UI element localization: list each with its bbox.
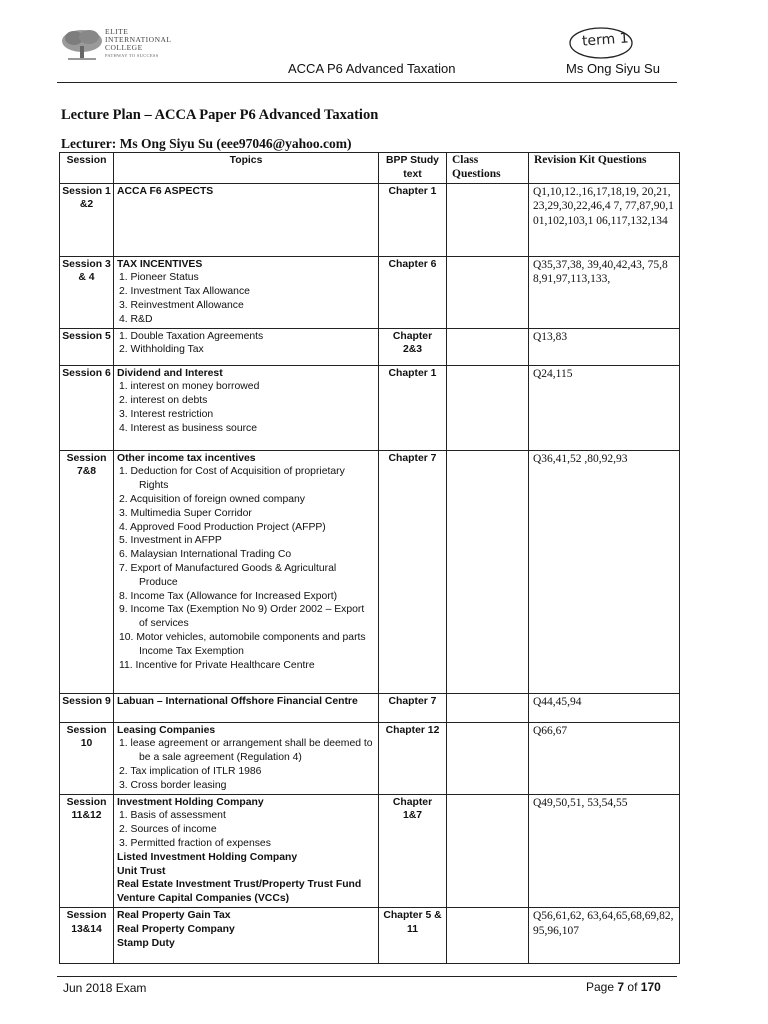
class-questions-cell (447, 722, 529, 794)
class-questions-cell (447, 183, 529, 256)
bpp-chapter-cell: Chapter 1 (379, 183, 447, 256)
topic-line: 3. Permitted fraction of expenses (119, 837, 271, 849)
topic-line: 1. interest on money borrowed (119, 381, 260, 393)
session-cell: Session 6 (60, 365, 114, 450)
header-topics: Topics (114, 153, 379, 184)
header-bpp: BPP Study text (379, 153, 447, 184)
topic-line: 2. Withholding Tax (119, 344, 204, 356)
header-class: Class Questions (447, 153, 529, 184)
session-cell: Session 3 & 4 (60, 256, 114, 328)
topic-line: 1. Deduction for Cost of Acquisition of proprietary Rights (119, 466, 345, 492)
topic-line: 6. Malaysian International Trading Co (119, 549, 292, 561)
header-kit: Revision Kit Questions (529, 153, 680, 184)
topic-line: 2. Tax implication of ITLR 1986 (119, 765, 262, 777)
class-questions-cell (447, 328, 529, 365)
revision-kit-cell: Q66,67 (529, 722, 680, 794)
bpp-chapter-cell: Chapter 7 (379, 693, 447, 722)
topics-cell (114, 722, 379, 794)
revision-kit-cell: Q1,10,12.,16,17,18,19, 20,21,23,29,30,22,46,4 7, 77,87,90,101,102,103,1 06,117,132,134 (529, 183, 680, 256)
handwritten-term-stamp (568, 26, 634, 60)
topic-line: Other income tax incentives (117, 452, 256, 464)
session-cell: Session 5 (60, 328, 114, 365)
topic-line: 4. Interest as business source (119, 422, 258, 434)
revision-kit-cell: Q36,41,52 ,80,92,93 (529, 450, 680, 693)
topic-line: 4. Approved Food Production Project (AFPP) (119, 521, 326, 533)
revision-kit-cell: Q24,115 (529, 365, 680, 450)
stamp-text: term 1 (581, 30, 630, 50)
table-row (60, 693, 680, 722)
topic-line: 5. Investment in AFPP (119, 535, 222, 547)
table-header-row (60, 153, 680, 184)
page-total: 170 (640, 980, 661, 994)
page-current: 7 (617, 980, 625, 994)
topic-line: Leasing Companies (117, 724, 216, 736)
header-session: Session (60, 153, 114, 184)
table-row (60, 183, 680, 256)
topic-line: Dividend and Interest (117, 367, 223, 379)
topic-line: 9. Income Tax (Exemption No 9) Order 2002 – Export of services (119, 604, 365, 630)
logo-text: ELITE INTERNATIONAL COLLEGE PATHWAY TO SUCCESS (105, 27, 172, 58)
revision-kit-cell: Q56,61,62, 63,64,65,68,69,82, 95,96,107 (529, 907, 680, 963)
table-row (60, 450, 680, 693)
session-cell: Session 1 &2 (60, 183, 114, 256)
topic-line: 1. Basis of assessment (119, 810, 226, 822)
class-questions-cell (447, 450, 529, 693)
college-logo (60, 22, 190, 66)
session-cell: Session 13&14 (60, 907, 114, 963)
topic-line: 4. R&D (119, 313, 153, 325)
session-cell: Session 10 (60, 722, 114, 794)
header-lecturer-name: Ms Ong Siyu Su (566, 61, 660, 76)
revision-kit-cell: Q44,45,94 (529, 693, 680, 722)
bpp-chapter-cell: Chapter 6 (379, 256, 447, 328)
topic-line: 3. Multimedia Super Corridor (119, 507, 252, 519)
topics-cell (114, 365, 379, 450)
revision-kit-cell: Q35,37,38, 39,40,42,43, 75,88,91,97,113,133, (529, 256, 680, 328)
class-questions-cell (447, 907, 529, 963)
bpp-chapter-cell: Chapter 2&3 (379, 328, 447, 365)
topics-cell (114, 183, 379, 256)
topic-line: 2. Investment Tax Allowance (119, 286, 250, 298)
topics-cell (114, 693, 379, 722)
page-title: Lecture Plan – ACCA Paper P6 Advanced Taxation (61, 107, 379, 123)
topics-cell (114, 794, 379, 907)
bpp-chapter-cell: Chapter 1 (379, 365, 447, 450)
bpp-chapter-cell: Chapter 12 (379, 722, 447, 794)
topic-line: 8. Income Tax (Allowance for Increased Export) (119, 590, 338, 602)
topic-line: 3. Cross border leasing (119, 779, 227, 791)
topic-line: 7. Export of Manufactured Goods & Agricultural Produce (119, 562, 337, 588)
class-questions-cell (447, 794, 529, 907)
topic-line: 2. Sources of income (119, 824, 217, 836)
topic-line: 3. Interest restriction (119, 408, 214, 420)
session-cell: Session 9 (60, 693, 114, 722)
topic-line: TAX INCENTIVES (117, 258, 203, 270)
tree-logo-icon (60, 26, 104, 62)
topic-line: 11. Incentive for Private Healthcare Centre (119, 659, 315, 671)
topic-line: Real Property Company (117, 923, 235, 935)
topic-line: 1. Pioneer Status (119, 272, 199, 284)
footer-divider (57, 976, 677, 977)
topic-line: ACCA F6 ASPECTS (117, 185, 214, 197)
table-row (60, 794, 680, 907)
class-questions-cell (447, 365, 529, 450)
topic-line: Investment Holding Company (117, 796, 264, 808)
topic-line: Stamp Duty (117, 937, 175, 949)
table-body (60, 183, 680, 963)
topic-line: Venture Capital Companies (VCCs) (117, 893, 290, 905)
topic-line: Listed Investment Holding Company (117, 851, 298, 863)
topic-line: 10. Motor vehicles, automobile components and parts Income Tax Exemption (119, 631, 366, 657)
header-divider (57, 82, 677, 83)
footer-exam: Jun 2018 Exam (63, 981, 147, 995)
bpp-chapter-cell: Chapter 1&7 (379, 794, 447, 907)
topic-line: Labuan – International Offshore Financial Centre (117, 695, 358, 707)
revision-kit-cell: Q49,50,51, 53,54,55 (529, 794, 680, 907)
class-questions-cell (447, 256, 529, 328)
topics-cell (114, 256, 379, 328)
page-number: Page 7 of 170 (586, 980, 661, 994)
revision-kit-cell: Q13,83 (529, 328, 680, 365)
topic-line: Unit Trust (117, 865, 166, 877)
bpp-chapter-cell: Chapter 5 & 11 (379, 907, 447, 963)
session-cell: Session 11&12 (60, 794, 114, 907)
header-course-title: ACCA P6 Advanced Taxation (288, 61, 456, 76)
topics-cell (114, 328, 379, 365)
topic-line: 1. lease agreement or arrangement shall be deemed to be a sale agreement (Regulation 4) (119, 738, 373, 764)
topic-line: 2. interest on debts (119, 395, 208, 407)
session-cell: Session 7&8 (60, 450, 114, 693)
topics-cell (114, 450, 379, 693)
topic-line: Real Property Gain Tax (117, 909, 231, 921)
table-row (60, 328, 680, 365)
topics-cell (114, 907, 379, 963)
topic-line: 3. Reinvestment Allowance (119, 299, 244, 311)
table-row (60, 907, 680, 963)
table-row (60, 722, 680, 794)
topic-line: Real Estate Investment Trust/Property Trust Fund (117, 879, 362, 891)
class-questions-cell (447, 693, 529, 722)
topic-line: 2. Acquisition of foreign owned company (119, 493, 305, 505)
table-row (60, 365, 680, 450)
lecture-plan-table (59, 152, 680, 964)
bpp-chapter-cell: Chapter 7 (379, 450, 447, 693)
lecturer-contact: Lecturer: Ms Ong Siyu Su (eee97046@yahoo.com) (61, 136, 352, 151)
table-row (60, 256, 680, 328)
topic-line: 1. Double Taxation Agreements (119, 330, 264, 342)
